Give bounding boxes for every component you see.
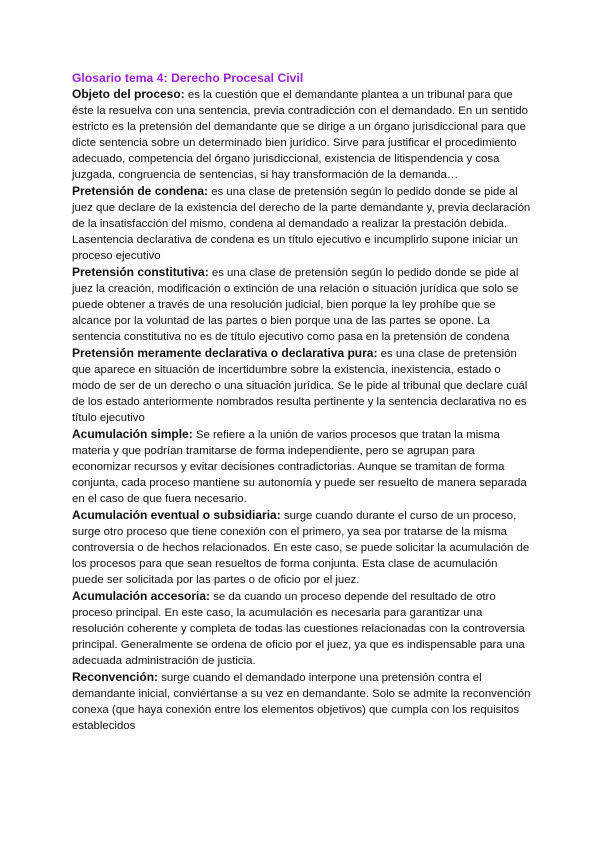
glossary-entry xyxy=(72,426,532,507)
glossary-entry xyxy=(72,86,532,183)
glossary-entry xyxy=(72,264,532,345)
glossary-term: Pretensión constitutiva: xyxy=(72,265,209,279)
glossary-definition: es una clase de pretensión que aparece en situación de incertidumbre sobre la existencia, inexistencia, estado o modo de ser de un derecho o una situación jurídica. Se le pide al tribunal que declare cuál de los estado anteriormente nombrados resulta pertinente y la sentencia declarativa no es título ejecutivo xyxy=(72,348,528,424)
glossary-term: Acumulación accesoria: xyxy=(72,589,211,603)
glossary-definition: surge cuando durante el curso de un proceso, surge otro proceso que tiene conexión con el primero, ya sea por tratarse de la misma controversia o de hechos relacionados. En este caso, se puede solicitar la acumulación de los procesos para que sean resueltos de forma conjunta. Esta clase de acumulación puede ser solicitada por las partes o de oficio por el juez. xyxy=(72,510,530,586)
glossary-definition: es una clase de pretensión según lo pedido donde se pide al juez que declare de la existencia del derecho de la parte demandante y, previa declaración de la insatisfacción del mismo, condena al demandado a realizar la prestación debida. Lasentencia declarativa de condena es un título ejecutivo e incumplirlo supone iniciar un proceso ejecutivo xyxy=(72,186,531,262)
glossary-term: Pretensión meramente declarativa o declarativa pura: xyxy=(72,346,378,360)
document-page xyxy=(72,70,532,734)
glossary-term: Reconvención: xyxy=(72,670,159,684)
document-title: Glosario tema 4: Derecho Procesal Civil xyxy=(72,71,304,85)
glossary-entry xyxy=(72,183,532,264)
glossary-definition: Se refiere a la unión de varios procesos que tratan la misma materia y que podrían tramitarse de forma independiente, pero se agrupan para economizar recursos y evitar decisiones contradictorias. Aunque se tramitan de forma conjunta, cada proceso mantiene su autonomía y puede ser resuelto de manera separada en el caso de que fuera necesario. xyxy=(72,429,527,505)
glossary-entry xyxy=(72,588,532,669)
glossary-definition: es una clase de pretensión según lo pedido donde se pide al juez la creación, modificación o extinción de una relación o situación jurídica que solo se puede obtener a través de una resolución judicial, bien porque la ley prohíbe que se alcance por la voluntad de las partes o bien porque una de las partes se opone. La sentencia constitutiva no es de título ejecutivo como pasa en la pretensión de condena xyxy=(72,267,519,343)
glossary-entry xyxy=(72,669,532,734)
glossary-definition: se da cuando un proceso depende del resultado de otro proceso principal. En este caso, la acumulación es necesaria para garantizar una resolución coherente y completa de todas las cuestiones relacionadas con la controversia principal. Generalmente se ordena de oficio por el juez, ya que es indispensable para una adecuada administración de justicia. xyxy=(72,591,525,667)
glossary-term: Pretensión de condena: xyxy=(72,184,209,198)
glossary-definition: es la cuestión que el demandante plantea a un tribunal para que éste la resuelva con una sentencia, previa contradicción con el demandado. En un sentido estricto es la pretensión del demandante que se dirige a un órgano jurisdiccional para que dicte sentencia sobre un determinado bien jurídico. Sirve para justificar el procedimiento adecuado, competencia del órgano jurisdiccional, existencia de litispendencia y cosa juzgada, congruencia de sentencias, si hay transformación de la demanda… xyxy=(72,89,528,181)
glossary-entry xyxy=(72,507,532,588)
glossary-term: Acumulación eventual o subsidiaria: xyxy=(72,508,281,522)
glossary-definition: surge cuando el demandado interpone una pretensión contra el demandante inicial, conviértanse a su vez en demandante. Solo se admite la reconvención conexa (que haya conexión entre los elementos objetivos) que cumpla con los requisitos establecidos xyxy=(72,672,531,732)
glossary-entry xyxy=(72,345,532,426)
glossary-term: Acumulación simple: xyxy=(72,427,193,441)
glossary-term: Objeto del proceso: xyxy=(72,87,185,101)
